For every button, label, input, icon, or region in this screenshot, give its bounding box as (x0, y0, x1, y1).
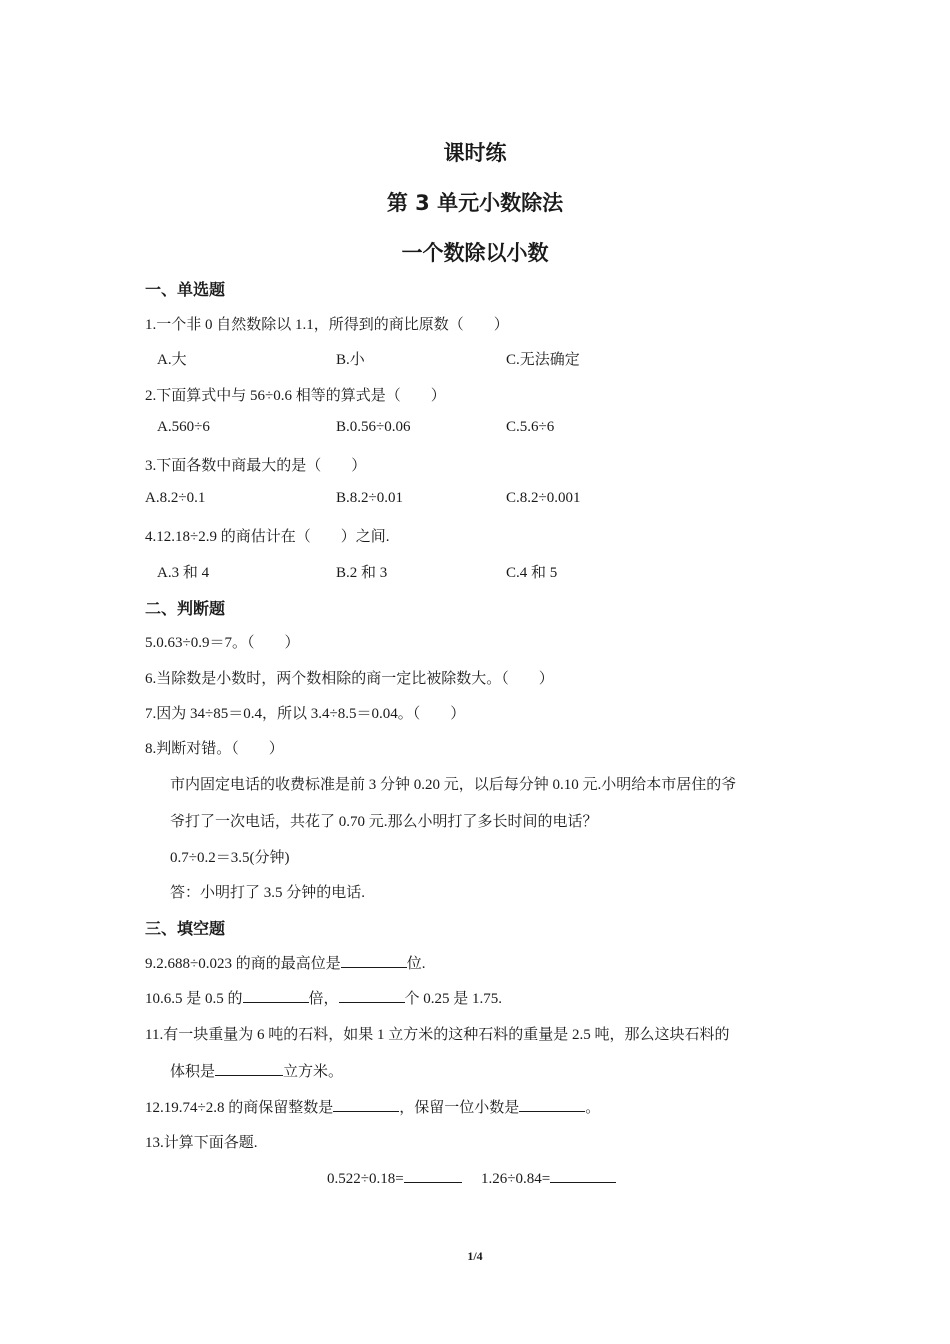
question-10-blank-2[interactable] (339, 988, 405, 1003)
lesson-title: 一个数除以小数 (401, 241, 549, 265)
question-1-option-c: C.无法确定 (506, 352, 580, 368)
question-12-text-end: 。 (585, 1100, 601, 1116)
main-title: 课时练 (443, 141, 507, 165)
question-9 (145, 952, 426, 973)
question-3-stem: 3.下面各数中商最大的是（ ） (145, 458, 367, 474)
question-6: 6.当除数是小数时，两个数相除的商一定比被除数大。（ ） (145, 671, 554, 687)
question-1-option-a: A.大 (157, 352, 187, 368)
question-4-option-b: B.2 和 3 (336, 565, 388, 581)
question-5: 5.0.63÷0.9＝7。（ ） (145, 635, 300, 651)
question-12-blank-2[interactable] (519, 1097, 585, 1112)
section-heading-true-false: 二、判断题 (145, 599, 226, 618)
question-10 (145, 987, 502, 1008)
question-10-text: 10.6.5 是 0.5 的 (145, 991, 243, 1007)
question-12 (145, 1096, 600, 1117)
question-11-line-2 (170, 1060, 343, 1081)
question-4-stem: 4.12.18÷2.9 的商估计在（ ）之间. (145, 529, 390, 545)
question-2-option-c: C.5.6÷6 (506, 419, 555, 435)
question-12-text: 12.19.74÷2.8 的商保留整数是 (145, 1100, 334, 1116)
question-13-blank-2[interactable] (550, 1168, 616, 1183)
question-4-option-c: C.4 和 5 (506, 565, 558, 581)
question-10-text-mid: 倍， (308, 991, 339, 1007)
question-9-blank[interactable] (341, 953, 407, 968)
unit-title: 第 3 单元小数除法 (386, 191, 564, 215)
section-heading-single-choice: 一、单选题 (145, 280, 226, 299)
question-8-stem: 8.判断对错。（ ） (145, 741, 284, 757)
question-8-text-line-2: 爷打了一次电话，共花了 0.70 元.那么小明打了多长时间的电话？ (170, 814, 598, 830)
question-4-option-a: A.3 和 4 (157, 565, 210, 581)
question-2-stem: 2.下面算式中与 56÷0.6 相等的算式是（ ） (145, 388, 446, 404)
section-heading-fill-blank: 三、填空题 (145, 919, 226, 938)
question-13-stem: 13.计算下面各题. (145, 1135, 258, 1151)
question-1-option-b: B.小 (336, 352, 365, 368)
question-3-option-c: C.8.2÷0.001 (506, 490, 581, 506)
question-3-option-b: B.8.2÷0.01 (336, 490, 403, 506)
question-13-expression-2 (481, 1168, 616, 1188)
question-2-option-b: B.0.56÷0.06 (336, 419, 411, 435)
question-13-expression-2-text: 1.26÷0.84= (481, 1171, 551, 1187)
page-number: 1/4 (467, 1249, 483, 1263)
question-8-calculation: 0.7÷0.2＝3.5(分钟) (170, 850, 290, 866)
question-11-blank[interactable] (215, 1061, 283, 1076)
question-13-blank-1[interactable] (404, 1168, 462, 1183)
question-10-blank-1[interactable] (243, 988, 309, 1003)
question-12-blank-1[interactable] (333, 1097, 399, 1112)
question-11-line-1: 11.有一块重量为 6 吨的石料，如果 1 立方米的这种石料的重量是 2.5 吨，那么这块石料的 (145, 1027, 730, 1043)
question-2-option-a: A.560÷6 (157, 419, 210, 435)
question-13-expression-1-text: 0.522÷0.18= (327, 1171, 404, 1187)
question-12-text-mid: ，保留一位小数是 (399, 1100, 520, 1116)
question-8-answer: 答：小明打了 3.5 分钟的电话. (170, 885, 366, 901)
question-11-text: 体积是 (170, 1064, 216, 1080)
question-10-text-end: 个 0.25 是 1.75. (404, 991, 503, 1007)
question-3-option-a: A.8.2÷0.1 (145, 490, 206, 506)
question-13-expression-1 (327, 1168, 462, 1188)
question-9-text-end: 位. (406, 956, 426, 972)
question-7: 7.因为 34÷85＝0.4，所以 3.4÷8.5＝0.04。（ ） (145, 706, 466, 722)
question-8-text-line-1: 市内固定电话的收费标准是前 3 分钟 0.20 元，以后每分钟 0.10 元.小明给本市居住的爷 (170, 777, 737, 793)
question-1-stem: 1.一个非 0 自然数除以 1.1，所得到的商比原数（ ） (145, 317, 509, 333)
question-11-text-end: 立方米。 (283, 1064, 344, 1080)
question-9-text: 9.2.688÷0.023 的商的最高位是 (145, 956, 341, 972)
